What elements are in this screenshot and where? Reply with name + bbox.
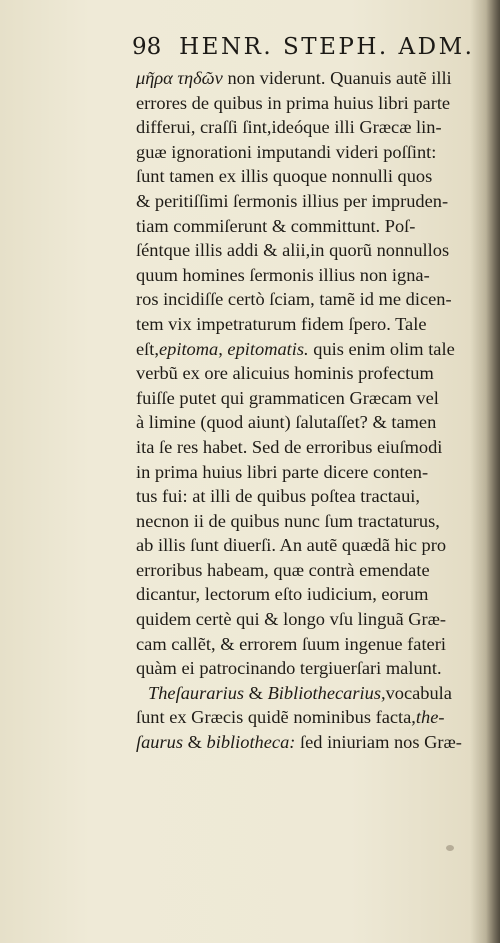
- roman-segment: tem vix impetraturum fidem ſpero. Tale: [136, 313, 427, 334]
- text-line: [136, 582, 496, 607]
- roman-segment: cam callẽt, & errorem ſuum ingenue fateri: [136, 633, 446, 654]
- roman-segment: quidem certè qui & longo vſu linguã Græ-: [136, 609, 447, 630]
- roman-segment: quàm ei patrocinando tergiuerſari malunt.: [136, 658, 442, 679]
- text-line: [136, 238, 496, 263]
- roman-segment: &: [183, 732, 207, 753]
- text-line: [136, 730, 496, 755]
- roman-segment: ſéntque illis addi & alii,in quorũ nonnullos: [136, 240, 450, 261]
- italic-segment: the-: [415, 707, 445, 728]
- roman-segment: ros incidiſſe certò ſciam, tamẽ id me dicen-: [136, 289, 452, 310]
- page-header: [132, 34, 474, 60]
- italic-segment: epitoma, epitomatis.: [158, 338, 309, 359]
- roman-segment: à limine (quod aiunt) ſalutaſſet? & tamen: [136, 412, 437, 433]
- text-line: [136, 263, 496, 288]
- text-line: [136, 189, 496, 214]
- paper-stain: [446, 845, 454, 851]
- text-line: [136, 435, 496, 460]
- roman-segment: eſt,: [136, 338, 159, 359]
- text-line: [136, 312, 496, 337]
- roman-segment: tus fui: at illi de quibus poſtea tractaui,: [136, 486, 420, 507]
- text-line: [136, 410, 496, 435]
- text-line: [136, 214, 496, 239]
- text-line: [136, 140, 496, 165]
- page-gutter-shadow: [486, 0, 500, 943]
- text-line: [136, 533, 496, 558]
- text-line: [136, 361, 496, 386]
- text-line: [136, 558, 496, 583]
- roman-segment: differui, craſſi ſint,ideóque illi Græcæ lin-: [136, 117, 442, 138]
- roman-segment: & peritiſſimi ſermonis illius per impruden-: [136, 190, 449, 211]
- roman-segment: non viderunt. Quanuis autẽ illi: [222, 68, 452, 88]
- roman-segment: guæ ignorationi imputandi videri poſſint:: [136, 141, 437, 162]
- text-line: [136, 386, 496, 411]
- italic-segment: Theſaurarius: [148, 682, 245, 703]
- roman-segment: &: [244, 682, 268, 703]
- text-line: [136, 115, 496, 140]
- roman-segment: fuiſſe putet qui grammaticen Græcam vel: [136, 387, 439, 408]
- roman-segment: quum homines ſermonis illius non igna-: [136, 264, 430, 285]
- roman-segment: vocabula: [385, 682, 452, 703]
- italic-segment: μῆρα τηδῶν: [136, 68, 223, 88]
- text-line: [136, 681, 496, 706]
- text-line: [136, 484, 496, 509]
- roman-segment: errores de quibus in prima huius libri parte: [136, 92, 451, 113]
- italic-segment: Bibliothecarius,: [267, 682, 386, 703]
- text-line: [136, 164, 496, 189]
- roman-segment: ſed iniuriam nos Græ-: [295, 732, 462, 753]
- running-title: HENR. STEPH. ADM.: [179, 34, 475, 60]
- text-line: [136, 656, 496, 681]
- text-line: [136, 705, 496, 730]
- roman-segment: ab illis ſunt diuerſi. An autẽ quædã hic pro: [136, 535, 447, 556]
- roman-segment: in prima huius libri parte dicere conten-: [136, 461, 429, 482]
- roman-segment: ſunt ex Græcis quidẽ nominibus facta,: [136, 707, 416, 728]
- text-line: [136, 509, 496, 534]
- text-line: [136, 632, 496, 657]
- italic-segment: bibliotheca:: [206, 732, 296, 753]
- body-text: [136, 66, 496, 755]
- text-line: [136, 91, 496, 116]
- page-number: 98: [132, 34, 162, 60]
- italic-segment: ſaurus: [136, 732, 184, 753]
- roman-segment: erroribus habeam, quæ contrà emendate: [136, 559, 430, 580]
- roman-segment: ſunt tamen ex illis quoque nonnulli quos: [136, 166, 433, 187]
- roman-segment: tiam commiſerunt & committunt. Poſ-: [136, 215, 416, 236]
- roman-segment: verbũ ex ore alicuius hominis profectum: [136, 363, 434, 384]
- text-line: [136, 337, 496, 362]
- roman-segment: quis enim olim tale: [308, 338, 455, 359]
- text-line: [136, 66, 496, 91]
- roman-segment: necnon ii de quibus nunc ſum tractaturus,: [136, 510, 440, 531]
- text-line: [136, 460, 496, 485]
- text-line: [136, 607, 496, 632]
- roman-segment: dicantur, lectorum eſto iudicium, eorum: [136, 584, 429, 605]
- roman-segment: ita ſe res habet. Sed de erroribus eiuſmodi: [136, 436, 443, 457]
- text-line: [136, 287, 496, 312]
